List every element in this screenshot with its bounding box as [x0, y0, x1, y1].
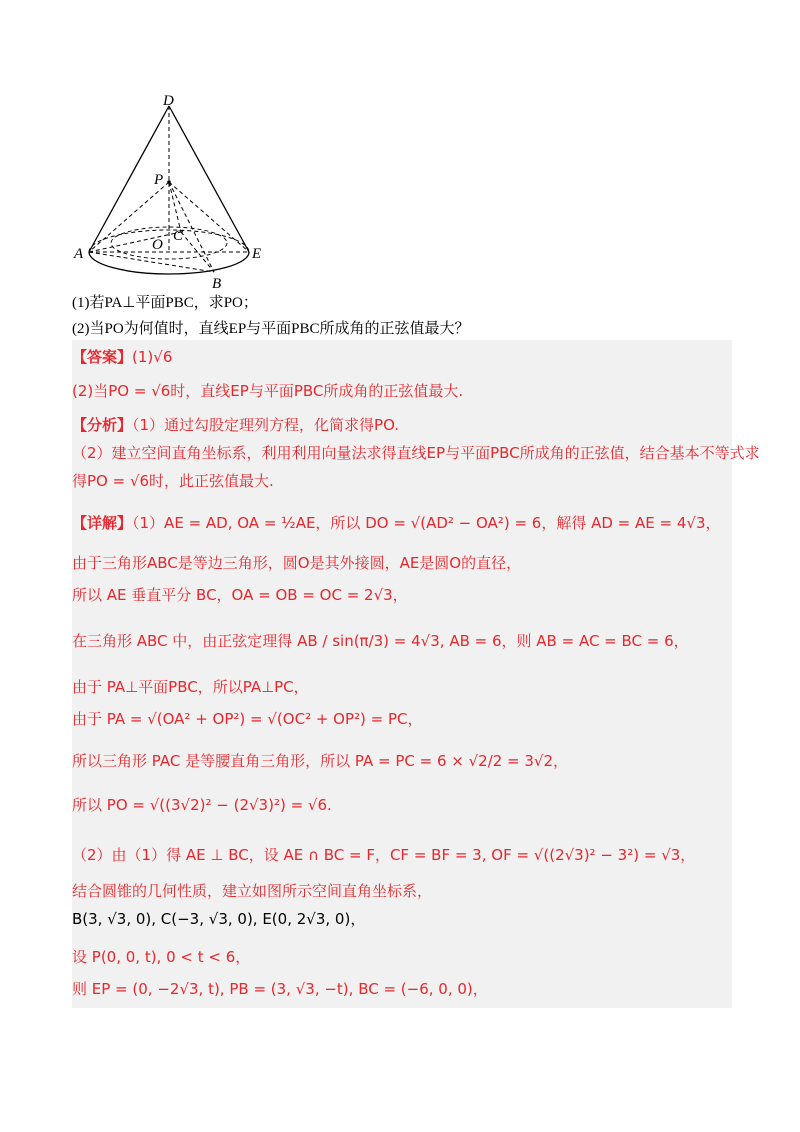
segment-PB: [169, 182, 214, 272]
analysis-tag: 【分析】: [72, 416, 133, 434]
analysis-2a: （2）建立空间直角坐标系，利用利用向量法求得直线EP与平面PBC所成角的正弦值，结合基本不等式求: [72, 444, 760, 462]
detail-10: 结合圆锥的几何性质，建立如图所示空间直角坐标系，: [72, 882, 433, 900]
label-A: A: [74, 246, 84, 262]
label-D: D: [163, 93, 174, 109]
answer-tag: 【答案】: [72, 348, 133, 366]
question-2: (2)当PO为何值时，直线EP与平面PBC所成角的正弦值最大？: [72, 321, 470, 337]
point-P: [167, 180, 171, 184]
detail-6: 由于 PA = √(OA² + OP²) = √(OC² + OP²) = PC，: [72, 710, 423, 728]
label-P: P: [154, 172, 164, 188]
label-B: B: [212, 276, 222, 292]
question-1: (1)若PA⊥平面PBC，求PO；: [72, 295, 258, 311]
analysis-2b: 得PO = √6时，此正弦值最大.: [72, 472, 274, 490]
segment-AC: [89, 232, 181, 252]
answer-line-1: [72, 346, 732, 368]
solution-block: [72, 340, 760, 1008]
detail-4: 在三角形 ABC 中，由正弦定理得 AB / sin(π/3) = 4√3, AB = 6，则 AB = AC = BC = 6，: [72, 632, 689, 650]
detail-8: 所以 PO = √((3√2)² − (2√3)²) = √6.: [72, 796, 332, 814]
detail-3: 所以 AE 垂直平分 BC，OA = OB = OC = 2√3，: [72, 586, 408, 604]
detail-11: B(3, √3, 0), C(−3, √3, 0), E(0, 2√3, 0)，: [72, 910, 366, 928]
detail-1: （1）AE = AD, OA = ½AE，所以 DO = √(AD² − OA²) = 6，解得 AD = AE = 4√3，: [132, 514, 721, 532]
answer-2: (2)当PO = √6时，直线EP与平面PBC所成角的正弦值最大.: [72, 382, 464, 400]
analysis-1: （1）通过勾股定理列方程，化简求得PO.: [132, 416, 400, 434]
label-C: C: [173, 228, 184, 244]
label-O: O: [152, 237, 163, 253]
base-front-arc: [89, 252, 249, 274]
segment-PC: [169, 182, 181, 232]
detail-9: （2）由（1）得 AE ⊥ BC，设 AE ∩ BC = F，CF = BF = 3, OF = √((2√3)² − 3²) = √3，: [72, 846, 696, 864]
detail-5: 由于 PA⊥平面PBC，所以PA⊥PC，: [72, 678, 309, 696]
detail-2: 由于三角形ABC是等边三角形，圆O是其外接圆，AE是圆O的直径，: [72, 554, 522, 572]
cone-diagram: [72, 92, 282, 292]
analysis-line-1: [72, 414, 732, 436]
detail-7: 所以三角形 PAC 是等腰直角三角形，所以 PA = PC = 6 × √2/2 = 3√2，: [72, 752, 569, 770]
label-E: E: [252, 246, 262, 262]
answer-1: (1)√6: [132, 348, 173, 366]
detail-13: 则 EP = (0, −2√3, t), PB = (3, √3, −t), BC = (−6, 0, 0)，: [72, 980, 488, 998]
detail-line-1: [72, 512, 732, 534]
detail-tag: 【详解】: [72, 514, 133, 532]
segment-AB: [89, 252, 214, 272]
detail-12: 设 P(0, 0, t), 0 < t < 6，: [72, 948, 251, 966]
cone-figure: [72, 92, 282, 292]
